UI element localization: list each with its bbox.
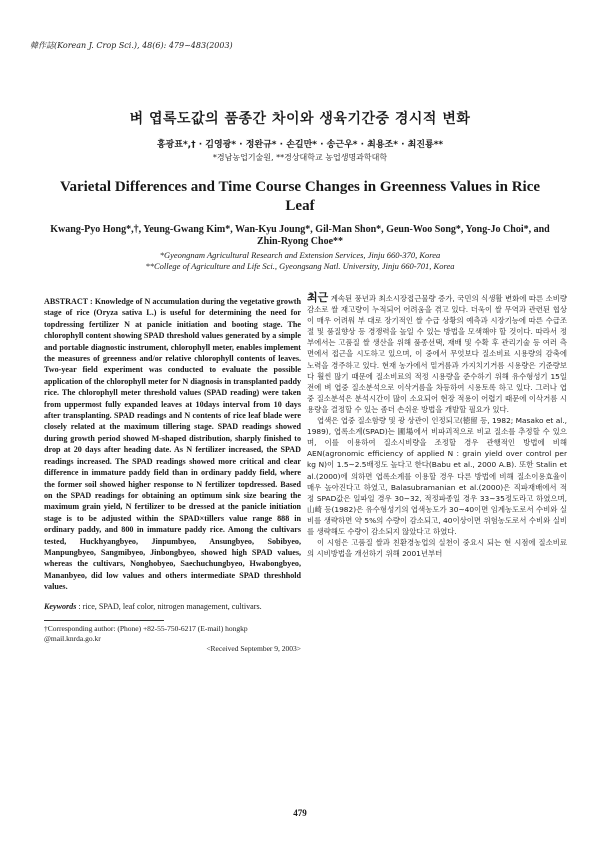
intro-heading: 최근 — [307, 291, 329, 304]
korean-title: 벼 엽록도값의 품종간 차이와 생육기간중 경시적 변화 — [129, 111, 471, 127]
received-date: <Received September 9, 2003> — [206, 643, 301, 653]
intro-paragraph-3: 이 시험은 고품질 쌀과 친환경농업의 실천이 중요시 되는 현 시점에 질소비료의 시비방법을 개선하기 위해 2001년부터 — [307, 538, 567, 559]
keywords-label: Keywords — [44, 601, 77, 611]
footnote-divider — [44, 620, 164, 621]
journal-citation: 韓作誌(Korean J. Crop Sci.), 48(6): 479~483(2003) — [30, 41, 233, 50]
affiliation-line-2: **College of Agriculture and Life Sci., Gyeongsang Natl. University, Jinju 660-701, Korea — [145, 261, 455, 271]
intro-paragraph-1 — [307, 292, 567, 415]
english-title: Varietal Differences and Time Course Changes in Greenness Values in Rice Leaf — [60, 179, 541, 214]
keywords — [44, 601, 301, 612]
intro-paragraph-1-text: 계속된 풍년과 최소시장접근물량 증가, 국민의 식생활 변화에 따른 소비량 감소로 쌀 재고량이 누적되어 어려움을 겪고 있다. 더욱이 쌀 무역과 관련된 협상이 매우 어려워 부 대로 장기적인 쌀 수급 상황의 예측과 시장기능에 따른 수급조절 및 품질향상 등 경쟁력을 높일 수 있는 방법을 모색해야 할 것이다. 따라서 정부에서는 고품질 쌀 생산을 위해 품종선택, 재배 및 수확 후 관리기술 등 여러 측면에서 접근을 시도하고 있으며, 이 중에서 무엇보다 질소비료 시용량의 감축에 노력을 경주하고 있다. 현재 농가에서 밑거름과 가지치기거름 시용량은 기준량보다 훨씬 많기 때문에 질소비료의 적정 시용량을 준수하기 위해 유수형성기 15일전에 벼 엽중 질소분석으로 이삭거름을 차등하여 시용토록 하고 있다. 그러나 엽중 질소분석은 분석시간이 많이 소요되어 현장 적용이 어렵기 때문에 이삭거름 시용량을 결정할 수 있는 좀더 손쉬운 방법을 개발할 필요가 있다. — [307, 294, 567, 414]
corresponding-author: †Corresponding author: (Phone) +82-55-750-6217 (E-mail) hongkp @mail.knrda.go.kr — [44, 623, 248, 643]
korean-authors: 홍광표*,† · 김영광* · 정완규* · 손길만* · 송근우* · 최용조* · 최진룡** — [156, 140, 444, 150]
affiliation-line-1: *Gyeongnam Agricultural Research and Extension Services, Jinju 660-370, Korea — [159, 250, 441, 260]
korean-affiliation: *경남농업기술원, **경상대학교 농업생명과학대학 — [212, 153, 388, 162]
english-affiliation — [40, 250, 560, 272]
footnote — [44, 623, 301, 653]
keywords-text: : rice, SPAD, leaf color, nitrogen management, cultivars. — [78, 601, 262, 611]
right-column — [307, 292, 567, 559]
page-number: 479 — [293, 808, 307, 818]
intro-paragraph-2: 엽색은 엽중 질소함량 및 광 상관이 인정되고(徳留 등, 1982; Masako et al., 1989), 엽록소계(SPAD)는 圃場에서 비파괴적으로 비교 질소를 추정할 수 있으며, 이를 이용하여 질소시비량을 조정할 경우 관행적인 방법에 비해 AEN(agronomic efficiency of applied N : grain yield over control per kg N)이 1.5~2.5배정도 높다고 한다(Babu et al., 2000 A.B). 또한 Stalin et al.(2000)에 의하면 엽록소계를 이용할 경우 다른 방법에 비해 질소이용효율이 매우 높아진다고 하였고, Balasubramanian et al.(2000)은 직파재배에서 적정 SPAD값은 일파일 경우 30~32, 적정파종일 경우 33~35정도라고 하였으며, 山崎 등(1982)은 유수형성기의 엽색농도가 30~40이면 임계농도로서 수비와 실비를 생략하면 약 5%의 수량이 감소되고, 40이상이면 위험농도로서 수비와 실비를 생략해도 수량이 감소되지 않았다고 하였다. — [307, 416, 567, 536]
english-authors: Kwang-Pyo Hong*,†, Yeung-Gwang Kim*, Wan-Kyu Joung*, Gil-Man Shon*, Geun-Woo Song*, Yong-Jo Choi*, and Zhin-Ryong Choe** — [50, 224, 550, 247]
left-column — [44, 296, 301, 654]
abstract: ABSTRACT : Knowledge of N accumulation during the vegetative growth stage of rice (Oryza sativa L.) is useful for determining the need for topdressing fertilizer N at panicle initiation and booting stage. The chlorophyll content showing SPAD threshold values generated by a simple and portable diagnostic instrument, chlorophyll meter, enables implement the measures of greenness and/or relative chlorophyll contents of leaves. Two-year field experiment was conducted to evaluate the possible application of the chlorophyll meter for N diagnosis in transplanted paddy rice. The chlorophyll meter threshold values (SPAD reading) were taken from uppermost fully expanded leaves at 10days interval from 10 days after transplanting. SPAD readings and N contents of rice leaf blade were closely related at the maximum tillering stage. SPAD readings showed during growth period showed M-shaped distribution, sharply finished to drop at 20 days after heading date. As N fertilizer increased, the SPAD readings increased. The SPAD readings showed more critical and clear difference in immature paddy field than in ordinary paddy field, where the former soil showed higher response to N fertilizer topdressed. Based on the SPAD readings for obtaining an optimum sink size bearing the maximum grain yield, N fertilizer to be dressed at the panicle initiation stage is to be adjusted within the SPAD×tillers value range 888 in ordinary paddy, and 800 in immature paddy rice. Among the cultivars tested, Huckhyangbyeo, Jinpumbyeo, Ansungbyeo, Sobibyeo, Manpungbyeo, Sangmibyeo, Jinbongbyeo, showed high SPAD values, whereas the cultivars, Nonghobyeo, Saechuchungbyeo, Hwabongbyeo, Mananbyeo, did low values and others intermediate SPAD threshhold values. — [44, 297, 301, 592]
